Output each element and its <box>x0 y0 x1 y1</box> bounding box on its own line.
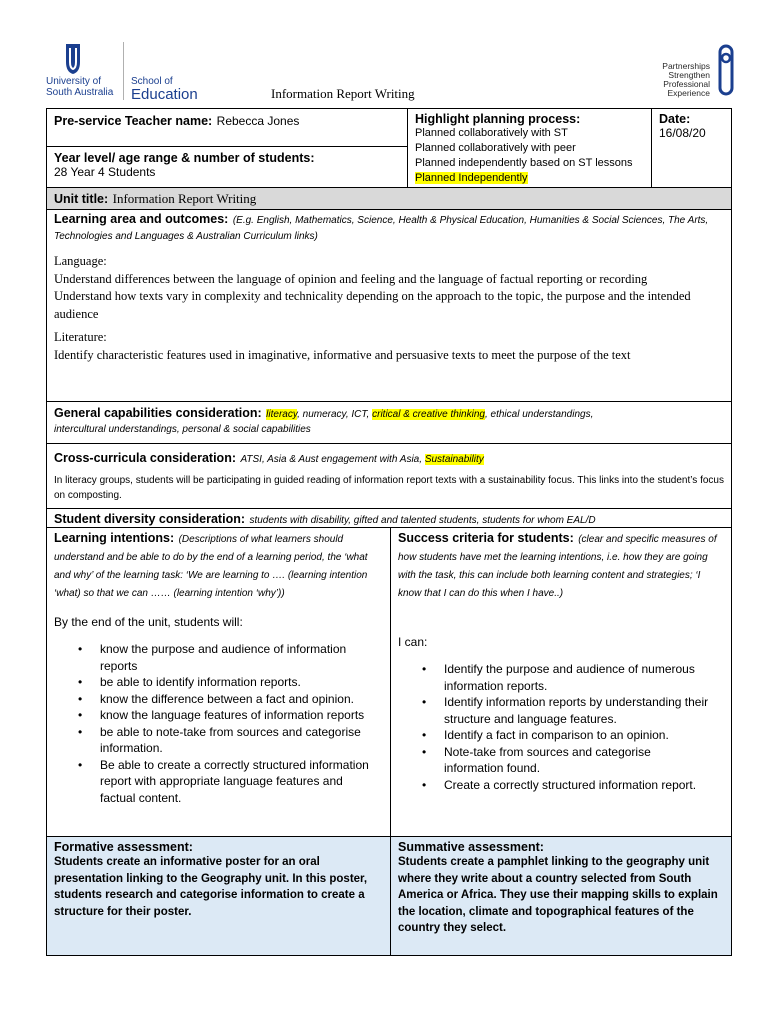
teacher-name: Rebecca Jones <box>216 114 300 128</box>
teacher-label: Pre-service Teacher name: <box>54 114 213 128</box>
general-capabilities-label: General capabilities consideration: <box>54 406 262 420</box>
document-title: Information Report Writing <box>271 86 415 101</box>
planning-option: Planned collaboratively with peer <box>415 142 576 154</box>
general-capabilities-cell <box>47 402 731 444</box>
list-item: • be able to identify information reports. <box>54 674 369 691</box>
learning-area-hint: (E.g. English, Mathematics, Science, Health & Physical Education, Humanities & Social Sciences, The Arts, Technologies and Languages & Australian Curriculum links) <box>54 215 709 242</box>
success-criteria-label: Success criteria for students: <box>398 531 574 545</box>
language-heading: Language: <box>54 254 107 268</box>
literature-outcome: Identify characteristic features used in imaginative, informative and persuasive texts to meet the purpose of the text <box>54 347 631 362</box>
learning-intentions-cell <box>47 528 391 837</box>
literature-heading: Literature: <box>54 330 107 344</box>
school-label: Education <box>131 86 198 103</box>
partnership-logo-icon <box>712 44 740 96</box>
learning-intentions-hint: (Descriptions of what learners should understand and be able to do by the end of a learning period, the ‘what and why’ of the learning task: ‘We are learning to …. (learning intention ‘what) so that we can …… (learning intention ‘why’)) <box>54 534 368 599</box>
success-criteria-list <box>398 661 724 793</box>
student-diversity-cell <box>47 509 731 528</box>
capability-highlighted: critical & creative thinking <box>372 409 485 420</box>
unit-title-cell <box>47 188 731 210</box>
list-item: • know the purpose and audience of information reports <box>54 641 369 674</box>
learning-area-label: Learning area and outcomes: <box>54 212 229 226</box>
lesson-plan-table <box>46 108 732 956</box>
planning-process-label: Highlight planning process: <box>415 112 581 126</box>
student-diversity-value: students with disability, gifted and talented students, students for whom EAL/D <box>249 515 596 526</box>
success-criteria-intro: I can: <box>398 635 428 649</box>
list-item: • Create a correctly structured information report. <box>398 777 710 794</box>
list-item: • Identify a fact in comparison to an opinion. <box>398 727 710 744</box>
university-name: University of South Australia <box>46 76 114 98</box>
date-label: Date: <box>659 112 691 126</box>
year-level-label: Year level/ age range & number of students: <box>54 151 315 165</box>
summative-assessment-label: Summative assessment: <box>398 840 544 854</box>
learning-area-cell <box>47 210 731 402</box>
success-criteria-cell <box>391 528 731 837</box>
summative-assessment-cell <box>391 837 731 955</box>
date-cell <box>652 109 731 188</box>
partner-tagline: Partnerships Strengthen Professional Experience <box>662 61 710 98</box>
logo-divider <box>123 42 124 100</box>
capability-highlighted: literacy <box>266 409 298 420</box>
capability-text: , numeracy, ICT, <box>297 409 373 420</box>
capability-text: , ethical understandings, <box>484 409 594 420</box>
learning-intentions-label: Learning intentions: <box>54 531 175 545</box>
page-header <box>0 0 768 110</box>
formative-assessment-cell <box>47 837 391 955</box>
unit-title-label: Unit title: <box>54 192 109 206</box>
language-outcome: Understand how texts vary in complexity and technicality depending on the approach to the topic, the purpose and the intended audience <box>54 289 691 321</box>
cross-curricula-cell <box>47 444 731 509</box>
list-item: • Identify information reports by understanding their structure and language features. <box>398 694 710 727</box>
planning-option: Planned independently based on ST lessons <box>415 157 633 169</box>
school-label-small: School of <box>131 76 173 87</box>
list-item: • know the language features of information reports <box>54 707 369 724</box>
learning-intentions-list <box>54 641 383 806</box>
list-item: • know the difference between a fact and opinion. <box>54 691 369 708</box>
cross-curricula-highlighted: Sustainability <box>424 454 484 465</box>
language-outcome: Understand differences between the language of opinion and feeling and the language of factual reporting or recording <box>54 271 648 286</box>
learning-intentions-intro: By the end of the unit, students will: <box>54 615 243 629</box>
formative-assessment-body: Students create an informative poster for an oral presentation linking to the Geography unit. In this poster, students research and categorise information to create a structure for their poster. <box>54 856 368 918</box>
cross-curricula-body: In literacy groups, students will be participating in guided reading of information report texts with a sustainability focus. This links into the student’s focus on composting. <box>54 475 724 501</box>
list-item: • Be able to create a correctly structured information report with appropriate language features and factual content. <box>54 757 369 807</box>
teacher-cell <box>47 109 408 147</box>
date-value: 16/08/20 <box>659 126 706 140</box>
unit-title-value: Information Report Writing <box>112 191 257 206</box>
cross-curricula-label: Cross-curricula consideration: <box>54 451 236 465</box>
year-level-cell <box>47 147 408 188</box>
planning-option-selected: Planned Independently <box>415 172 528 184</box>
formative-assessment-label: Formative assessment: <box>54 840 193 854</box>
list-item: • Note-take from sources and categorise information found. <box>398 744 710 777</box>
cross-curricula-text: ATSI, Asia & Aust engagement with Asia, <box>240 454 425 465</box>
summative-assessment-body: Students create a pamphlet linking to the geography unit where they write about a country selected from South America or Africa. They use their mapping skills to explain the location, climate and topographical features of the country they select. <box>398 856 718 934</box>
year-level-value: 28 Year 4 Students <box>54 165 156 179</box>
capability-text: intercultural understandings, personal & social capabilities <box>54 424 311 435</box>
student-diversity-label: Student diversity consideration: <box>54 512 246 526</box>
list-item: • be able to note-take from sources and categorise information. <box>54 724 369 757</box>
success-criteria-hint: (clear and specific measures of how students have met the learning intentions, i.e. how they are going with the task, this can include both learning content and strategies; ‘I know that I can do this when I have..) <box>398 534 717 599</box>
planning-process-cell <box>408 109 652 188</box>
list-item: • Identify the purpose and audience of numerous information reports. <box>398 661 710 694</box>
planning-option: Planned collaboratively with ST <box>415 127 568 139</box>
